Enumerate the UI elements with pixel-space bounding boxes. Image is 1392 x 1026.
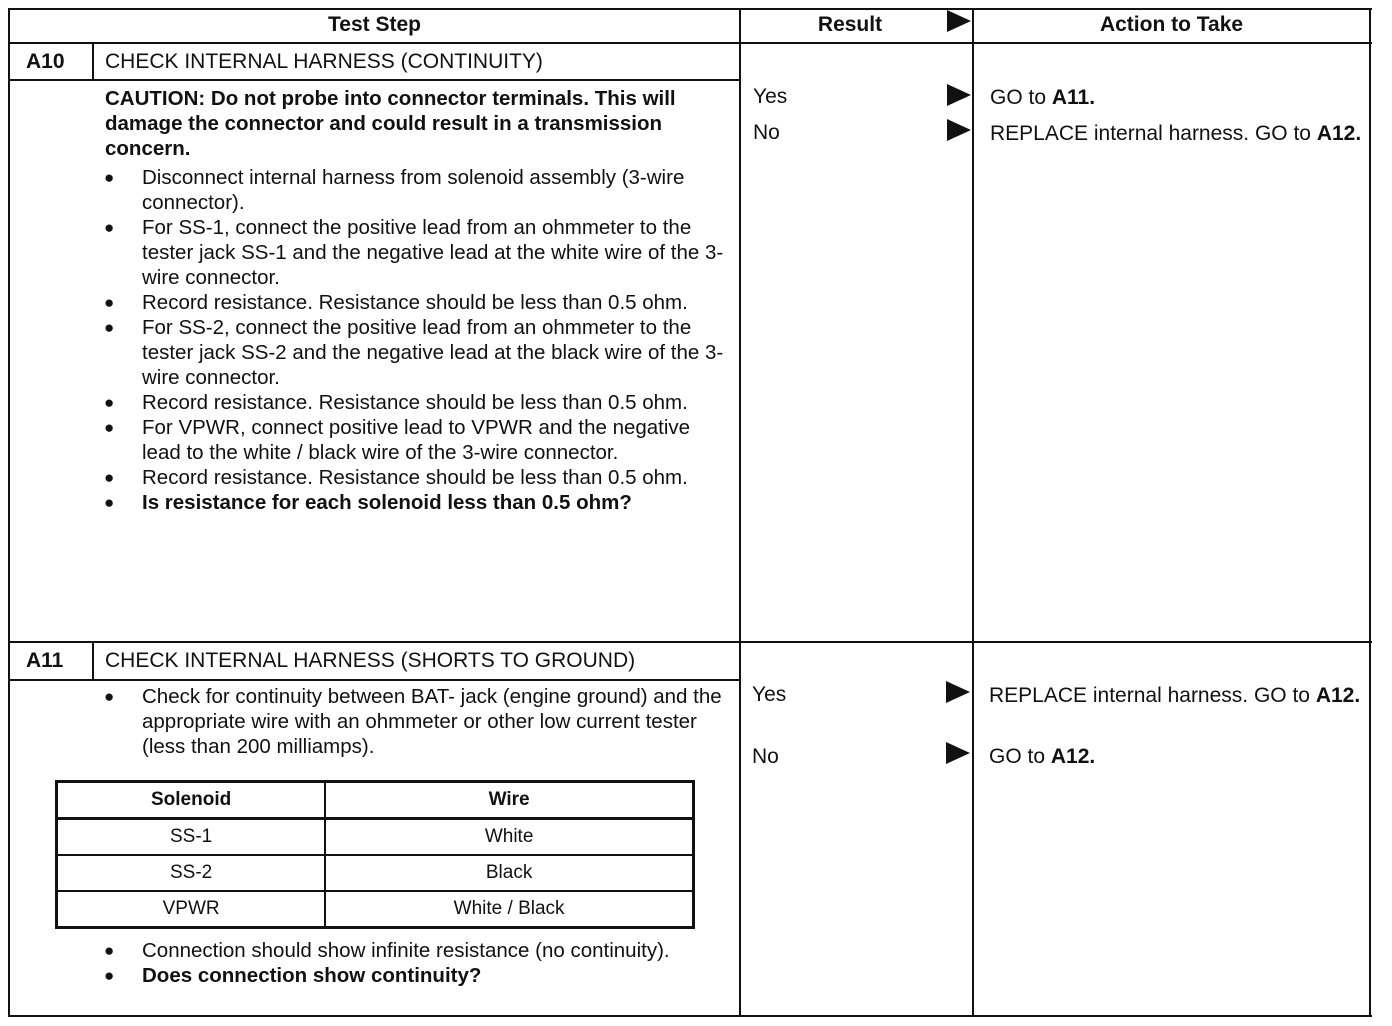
table-header-wire: Wire (325, 782, 693, 819)
a10-bullet-list (100, 165, 730, 515)
action-ref: A12. (1316, 122, 1362, 145)
result-column-divider (739, 8, 741, 1017)
list-item: ● Connection should show infinite resistance (no continuity). (100, 938, 672, 963)
a10-no-arrow-icon (947, 119, 971, 141)
step-id-divider-a11 (92, 641, 94, 681)
a11-action-yes (989, 683, 1361, 708)
table-cell: SS-1 (57, 819, 326, 856)
table-cell: VPWR (57, 891, 326, 928)
caution-note: CAUTION: Do not probe into connector terminals. This will damage the connector and could result in a transmission concern. (105, 87, 676, 160)
action-text: REPLACE internal harness. GO to (989, 684, 1310, 707)
list-item: ● For VPWR, connect positive lead to VPWR and the negative lead to the white / black wire of the 3-wire connector. (100, 415, 730, 465)
header-action: Action to Take (1099, 13, 1244, 36)
table-row (57, 819, 694, 856)
header-bottom-border (8, 42, 1372, 44)
table-cell: White / Black (325, 891, 693, 928)
step-id-divider-a10 (92, 42, 94, 81)
list-item: ● Record resistance. Resistance should be less than 0.5 ohm. (100, 390, 702, 415)
table-left-border (8, 8, 10, 1017)
a10-action-no (990, 121, 1362, 146)
table-right-border (1369, 8, 1371, 1017)
a11-bullet-list-before (100, 684, 730, 759)
list-item: ● Record resistance. Resistance should be less than 0.5 ohm. (100, 290, 702, 315)
a11-action-no (989, 744, 1361, 769)
a11-result-no: No (752, 745, 779, 768)
header-test-step: Test Step (328, 13, 421, 36)
a11-bullet-list-after (100, 938, 700, 988)
step-title-a10: CHECK INTERNAL HARNESS (CONTINUITY) (105, 50, 543, 73)
a11-title-bottom (8, 679, 740, 681)
table-cell: Black (325, 855, 693, 891)
step-id-a11: A11 (26, 649, 64, 672)
step-title-a11: CHECK INTERNAL HARNESS (SHORTS TO GROUND) (105, 649, 636, 672)
action-ref: A12. (1050, 745, 1096, 768)
table-row (57, 855, 694, 891)
list-item: ● Does connection show continuity? (100, 963, 700, 988)
header-arrow-icon (947, 10, 971, 32)
list-item: ● Disconnect internal harness from solenoid assembly (3-wire connector). (100, 165, 730, 215)
list-item: ● For SS-1, connect the positive lead from an ohmmeter to the tester jack SS-1 and the negative lead at the white wire of the 3-wire connector. (100, 215, 730, 290)
action-ref: A12. (1315, 684, 1361, 707)
table-bottom-border (8, 1015, 1372, 1017)
list-item: ● Check for continuity between BAT- jack (engine ground) and the appropriate wire with an ohmmeter or other low current tester (less than 200 milliamps). (100, 684, 722, 759)
a11-result-yes: Yes (752, 683, 787, 706)
list-item: ● Record resistance. Resistance should be less than 0.5 ohm. (100, 465, 702, 490)
a10-title-bottom (8, 79, 740, 81)
a10-result-no: No (753, 121, 780, 144)
a10-bottom-border (8, 641, 1372, 643)
action-text: GO to (990, 86, 1047, 109)
table-row (57, 891, 694, 928)
table-header-solenoid: Solenoid (57, 782, 326, 819)
action-column-divider (972, 8, 974, 1017)
action-text: GO to (989, 745, 1046, 768)
list-item: ● For SS-2, connect the positive lead from an ohmmeter to the tester jack SS-2 and the negative lead at the black wire of the 3-wire connector. (100, 315, 730, 390)
action-text: REPLACE internal harness. GO to (990, 122, 1311, 145)
a10-result-yes: Yes (753, 85, 788, 108)
step-id-a10: A10 (26, 50, 65, 73)
a10-action-yes (990, 85, 1362, 110)
header-result: Result (817, 13, 883, 36)
list-item: ● Is resistance for each solenoid less than 0.5 ohm? (100, 490, 672, 515)
solenoid-wire-table (55, 780, 695, 929)
a11-yes-arrow-icon (946, 681, 970, 703)
table-cell: White (325, 819, 693, 856)
action-ref: A11. (1051, 86, 1096, 109)
a11-no-arrow-icon (946, 742, 970, 764)
table-cell: SS-2 (57, 855, 326, 891)
a10-yes-arrow-icon (947, 84, 971, 106)
